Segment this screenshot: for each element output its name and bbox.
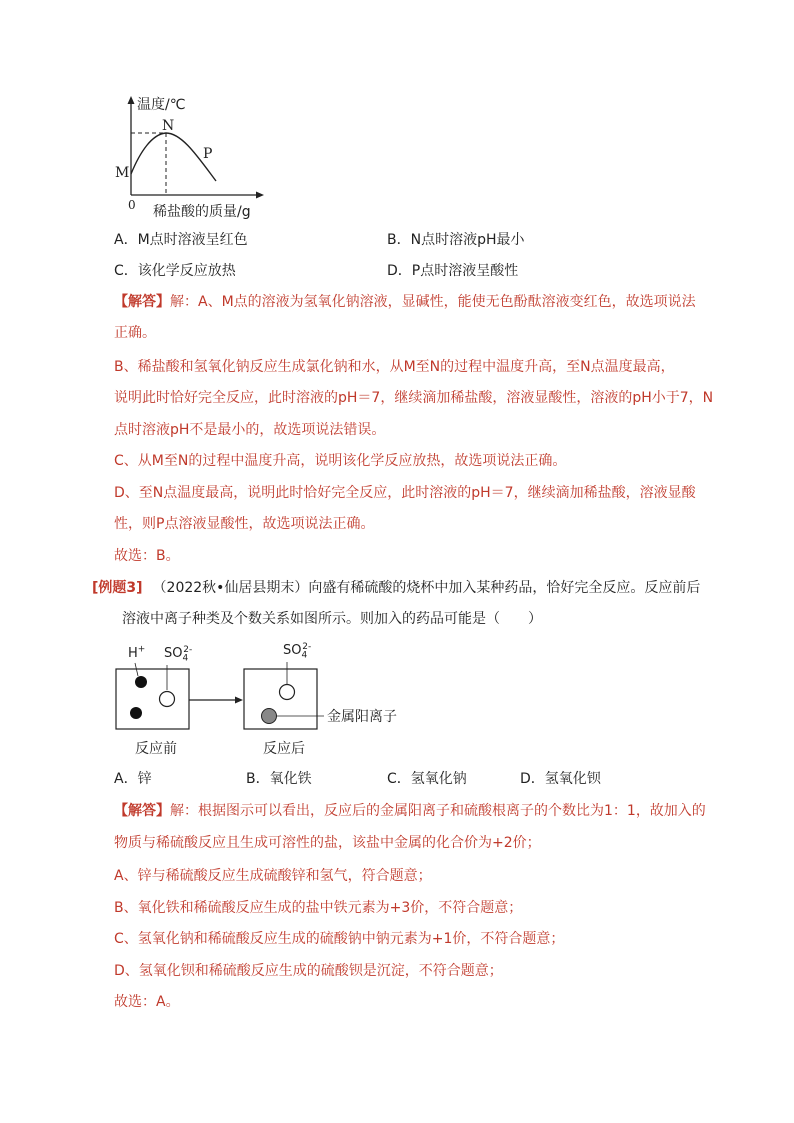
ion-diagram xyxy=(110,660,360,735)
graph-x-arrow xyxy=(256,192,264,199)
graph-ylabel: 温度/℃ xyxy=(137,97,186,113)
answer2-line-4: B、氧化铁和稀硫酸反应生成的盐中铁元素为+3价，不符合题意； xyxy=(114,900,523,916)
graph-label-M: M xyxy=(115,165,130,181)
answer2-line-1: 【解答】解：根据图示可以看出，反应后的金属阳离子和硫酸根离子的个数比为1：1，故加入的 xyxy=(114,803,706,819)
q2-option-b: B．氧化铁 xyxy=(246,771,312,787)
graph-label-N: N xyxy=(162,118,175,134)
h-ion-dot-2 xyxy=(130,707,142,719)
h-ion-dot-1 xyxy=(135,676,147,688)
answer1-line-3: B、稀盐酸和氢氧化钠反应生成氯化钠和水，从M至N的过程中温度升高，至N点温度最高， xyxy=(114,359,675,375)
before-label: 反应前 xyxy=(135,741,177,757)
q2-line-1: [例题3] （2022秋•仙居县期末）向盛有稀硫酸的烧杯中加入某种药品，恰好完全反应。反应前后 xyxy=(92,580,701,596)
answer2-tag: 【解答】 xyxy=(114,803,170,819)
q1-option-b: B．N点时溶液pH最小 xyxy=(387,232,525,248)
so4-ion-after xyxy=(280,685,295,700)
ion-label-so4-before: $SO_4^{2-}$ xyxy=(164,644,193,664)
answer1-line-4: 说明此时恰好完全反应，此时溶液的pH＝7，继续滴加稀盐酸，溶液显酸性，溶液的pH小于7，N xyxy=(114,390,714,406)
metal-cation xyxy=(262,709,277,724)
metal-cation-label: 金属阳离子 xyxy=(327,709,397,725)
answer2-line-7: 故选：A。 xyxy=(114,994,180,1010)
ion-label-so4-after: $SO_4^{2-}$ xyxy=(283,641,312,661)
answer1-tag: 【解答】 xyxy=(114,294,170,310)
answer1-line-7: D、至N点温度最高，说明此时恰好完全反应，此时溶液的pH＝7，继续滴加稀盐酸，溶液显酸 xyxy=(114,485,696,501)
answer1-line-8: 性，则P点溶液显酸性，故选项说法正确。 xyxy=(114,516,375,532)
q2-line-2: 溶液中离子种类及个数关系如图所示。则加入的药品可能是（ ） xyxy=(122,611,542,627)
graph-xlabel: 稀盐酸的质量/g xyxy=(153,204,251,220)
graph-y-arrow xyxy=(128,96,135,104)
after-box xyxy=(244,669,317,729)
answer1-line-5: 点时溶液pH不是最小的，故选项说法错误。 xyxy=(114,422,386,438)
answer1-line-2: 正确。 xyxy=(114,325,156,341)
answer1-line-1: 【解答】解：A、M点的溶液为氢氧化钠溶液，显碱性，能使无色酚酞溶液变红色，故选项说法 xyxy=(114,294,696,310)
q1-option-c: C．该化学反应放热 xyxy=(114,263,236,279)
answer2-line-3: A、锌与稀硫酸反应生成硫酸锌和氢气，符合题意； xyxy=(114,868,432,884)
so4-ion-before xyxy=(160,692,175,707)
graph-label-P: P xyxy=(203,146,213,162)
answer2-line-5: C、氢氧化钠和稀硫酸反应生成的硫酸钠中钠元素为+1价，不符合题意； xyxy=(114,931,565,947)
graph-origin: 0 xyxy=(128,198,136,212)
q2-option-a: A．锌 xyxy=(114,771,152,787)
q2-tag: [例题3] xyxy=(92,580,143,596)
q2-option-d: D．氢氧化钡 xyxy=(520,771,601,787)
q2-option-c: C．氢氧化钠 xyxy=(387,771,467,787)
q1-option-d: D．P点时溶液呈酸性 xyxy=(387,263,519,279)
before-box xyxy=(116,669,189,729)
after-label: 反应后 xyxy=(263,741,305,757)
answer2-line-2: 物质与稀硫酸反应且生成可溶性的盐，该盐中金属的化合价为+2价； xyxy=(114,835,541,851)
reaction-arrow-head xyxy=(235,697,243,704)
q1-option-a: A．M点时溶液呈红色 xyxy=(114,232,248,248)
answer1-line-6: C、从M至N的过程中温度升高，说明该化学反应放热，故选项说法正确。 xyxy=(114,453,567,469)
answer1-line-9: 故选：B。 xyxy=(114,548,180,564)
answer2-line-6: D、氢氧化钡和稀硫酸反应生成的硫酸钡是沉淀，不符合题意； xyxy=(114,963,503,979)
ion-label-h: H+ xyxy=(128,644,146,661)
